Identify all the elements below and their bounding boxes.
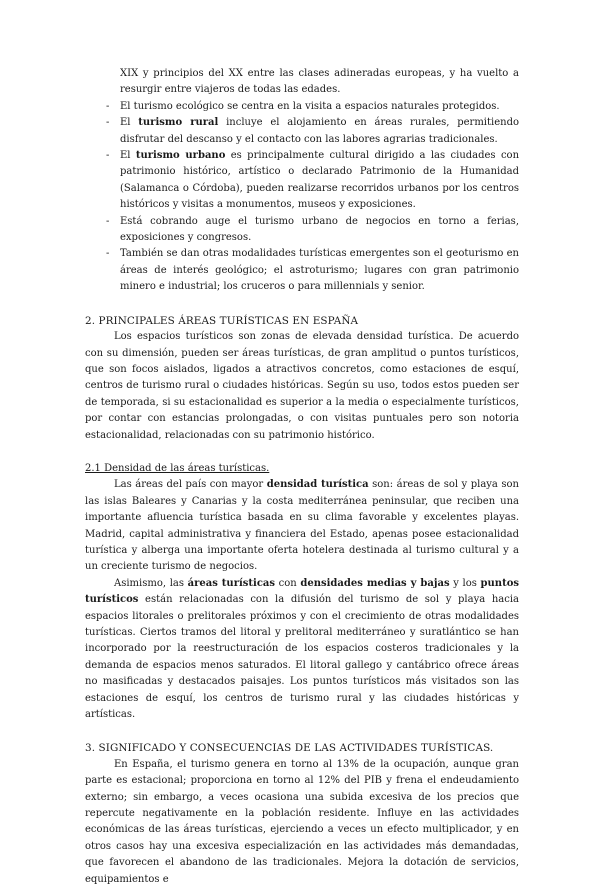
text-run: incluye el alojamiento en áreas rurales, permitiendo disfrutar del descanso y el contacto con las labores agrarias tradicionales. (120, 117, 519, 145)
dash-marker: - (106, 150, 110, 162)
text-run: Está cobrando auge el turismo urbano de negocios en torno a ferias, exposiciones y congresos. (120, 215, 519, 244)
section-2-heading: 2. PRINCIPALES ÁREAS TURÍSTICAS EN ESPAÑA (85, 314, 359, 327)
bold-term: puntos turísticos (85, 577, 519, 606)
section-2-1-paragraph-2 (85, 576, 519, 724)
tourism-types-list (85, 99, 519, 296)
section-2-1-paragraph-1 (85, 477, 519, 575)
text-run: es principalmente cultural dirigido a las ciudades con patrimonio histórico, artístico o declarado Patrimonio de la Humanidad (Salamanca o Córdoba), pueden realizarse recorridos urbanos por los centros históricos y visitas a monumentos, museos y exposiciones. (120, 150, 520, 211)
bold-term: áreas turísticas (187, 577, 276, 589)
list-item (85, 99, 519, 115)
text-run: están relacionadas con la difusión del turismo de sol y playa hacia espacios litorales o prelitorales próximos y con el crecimiento de otras modalidades turísticas. Ciertos tramos del litoral y prelitoral mediterráneo y suratlántico se han incorporado por la reestructuración de los espacios costeros tradicionales y la demanda de espacios menos saturados. El litoral gallego y cantábrico ofrece áreas no masificadas y destacados paisajes. Los puntos turísticos más visitados son las estaciones de esquí, los centros de turismo rural y las ciudades históricas y artísticas. (85, 594, 519, 721)
bold-term: densidades medias y bajas (300, 577, 450, 589)
text-run: El turismo ecológico se centra en la visita a espacios naturales protegidos. (120, 100, 500, 112)
text-run: con (275, 577, 301, 589)
list-item (85, 148, 519, 214)
list-item (85, 214, 519, 247)
text-run: son: áreas de sol y playa son las islas Baleares y Canarias y la costa mediterránea peninsular, que reciben una importante afluencia turística basada en su clima favorable y excelentes playas. Madrid, capital administrativa y financiera del Estado, apenas posee estacionalidad turística y alberga una importante oferta hotelera destinada al turismo cultural y a un creciente turismo de negocios. (85, 479, 519, 573)
section-3-paragraph: En España, el turismo genera en torno al 13% de la ocupación, aunque gran parte es estacional; proporciona en torno al 12% del PIB y frena el endeudamiento externo; sin embargo, a veces ocasiona una subida excesiva de los precios que repercute negativamente en la población residente. Influye en las actividades económicas de las áreas turísticas, ejerciendo a veces un efecto multiplicador, y en otros casos hay una excesiva especialización en las actividades más demandadas, que favorecen el abandono de las tradicionales. Mejora la dotación de servicios, equipamientos e (85, 758, 519, 885)
text-run: Las áreas del país con mayor (114, 479, 267, 491)
text-run: Asimismo, las (114, 577, 188, 589)
dash-marker: - (106, 117, 110, 129)
dash-marker: - (106, 215, 110, 227)
text-run: El (120, 150, 136, 162)
text-run: El (120, 117, 139, 129)
section-2-paragraph: Los espacios turísticos son zonas de elevada densidad turística. De acuerdo con su dimensión, pueden ser áreas turísticas, de gran amplitud o puntos turísticos, que son focos aislados, ligados a atractivos concretos, como estaciones de esquí, centros de turismo rural o ciudades históricas. Según su uso, todos estos pueden ser de temporada, si su estacionalidad es superior a la media o especialmente turísticos, por contar con estancias prolongadas, o con visitas puntuales pero son notoria estacionalidad, relacionadas con su patrimonio histórico. (85, 331, 519, 441)
bold-term: turismo rural (138, 117, 219, 129)
dash-marker: - (106, 248, 110, 260)
text-run: y los (449, 577, 481, 589)
section-3-heading: 3. SIGNIFICADO Y CONSECUENCIAS DE LAS ACTIVIDADES TURÍSTICAS. (85, 742, 494, 755)
intro-continuation: XIX y principios del XX entre las clases adineradas europeas, y ha vuelto a resurgir entre viajeros de todas las edades. (120, 68, 519, 96)
section-2-1-heading-text: 2.1 Densidad de las áreas turísticas. (85, 462, 270, 474)
section-2-1-heading (85, 461, 519, 477)
text-run: También se dan otras modalidades turísticas emergentes son el geoturismo en áreas de interés geológico; el astroturismo; lugares con gran patrimonio minero e industrial; los cruceros o para millennials y senior. (120, 248, 519, 293)
list-item (85, 115, 519, 148)
dash-marker: - (106, 100, 110, 112)
bold-term: turismo urbano (135, 150, 226, 162)
bold-term: densidad turística (266, 479, 369, 491)
page-content (85, 66, 519, 888)
list-item (85, 246, 519, 295)
